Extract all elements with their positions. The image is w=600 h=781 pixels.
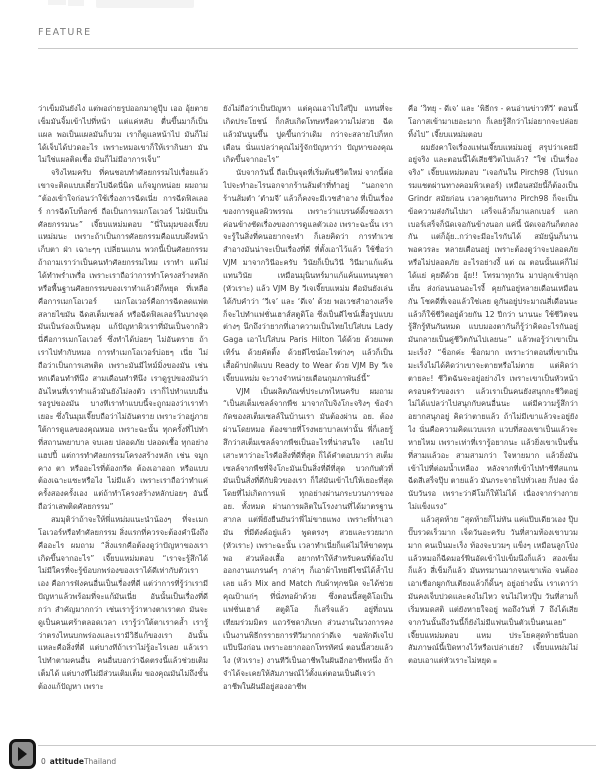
- article-paragraph: สมมุติว่าถ้าจะให้พี่แหม่มแนะนำน้องๆ ที่จะเมกโอเวอร์หรือทำศัลยกรรม สิ่งแรกที่ควรจะต้องคำนึงถึงคืออะไร ผมถาม “สิ่งแรกคือต้องดูว่าปัญหาของเราเกิดขึ้นจากอะไร” เจี๊ยบแหม่มตอบ “เราจะรู้สึกได้ ไม่มีใครที่จะรู้ข้อบกพร่องของเราได้ดีเท่ากับตัวเราเอง คือการฟังคนอื่นเป็นเรื่องที่ดี แต่ว่าการที่รู้ว่าเรามีปัญหาแล้วพร้อมที่จะแก้มันเนี่ย อันนั้นเป็นเรื่องที่ดีกว่า สำคัญมากกว่า เช่นเรารู้ว่าหางตาเราตก มันจะดูเป็นคนเศร้าตลอดเวลา เรารู้ว่าใต้ตาเราคล้ำ เรารู้ว่าตรงไหนบกพร่องและเรามีวิธีแก้ของเรา อันนั้นแหละคือสิ่งที่ดี แต่บางทีถ้าเราไม่รู้อะไรเลย แล้วเราไปทำตามคนอื่น คนอื่นบอกว่าฉีดตรงนี้แล้วช่วยเติมเต็มได้ แต่บางทีไม่มีส่วนเติมเต็ม ของคุณมันไม่ถึงขั้นต้องแก้ปัญหา เพราะ: [38, 515, 208, 691]
- article-paragraph: จริงไหมครับ ที่คนชอบทำศัลยกรรมไปเรื่อยแล้วเขาจะติดแบบเดี๋ยวไปฉีดนี่นิด แก้จมูกหน่อย ผมถาม “ต้องเข้าใจก่อนว่าใช้เรื่องการฉีดเนี่ย การฉีดฟิลเลอร์ การฉีดโบท็อกซ์ ถือเป็นการเมกโอเวอร์ ไม่นับเป็นศัลยกรรมนะ” เจี๊ยบแหม่มตอบ “นี่ในมุมของเจี๊ยบแหม่มนะ เพราะถ้าเป็นการศัลยกรรมคือแบบดึงหน้า เก็บตา ฝ่า เฉาะๆๆ เปลี่ยนแกน พวกนี้เป็นศัลยกรรม ถ้าถามเราว่าเป็นคนทำศัลยกรรมไหม เราทำ แต่ไม่ได้ทำพร่ำเพรื่อ เพราะเราถือว่าการทำโครงสร้างหลักหรือพื้นฐานศัลยกรรมของเราทำแล้วดีก็หยุด ที่เหลือคือการเมกโอเวอร์ เมกโอเวอร์คือการฉีดลดแฟต สลายไขมัน ฉีดสเต็มเซลล์ หรือฉีดฟิลเลอร์ในบางจุด มันเป็นร่องเป็นหลุม แก้ปัญหาผิวเราที่มันเป็นจากสิว นี่คือการเมกโอเวอร์ ซึ่งทำได้บ่อยๆ ไม่อันตราย ถ้าเราไปทำกับหมอ การทำเมกโอเวอร์บ่อยๆ เนี่ย ไม่ถือว่าเป็นการเสพติด เพราะมันมีไทม์มิ่งของมัน เช่น หกเดือนทำทีนึง สามเดือนทำทีนึง เราดูรูปของมันว่าอันไหนที่เราทำแล้วมันยังไม่ลงตัว เราก็ไปทำแบบอื่น รอรูปของมัน บางทีเราทำแบบนี้จะถูกมองว่าเราทำเยอะ ซึ่งในมุมเจี๊ยบถือว่าไม่อันตราย เพราะว่าอยู่ภายใต้การดูแลของคุณหมอ เพราะฉะนั้น ทุกครั้งที่ไปทำที่สถานพยาบาล จบเลย ปลอดภัย ปลอดเชื้อ ทุกอย่างแฮปปี้ แต่การทำศัลยกรรมโครงสร้างหลัก เช่น จมูก คาง ตา หรืออะไรที่ต้องกรีด ต้องเอาออก หรือแบบต้องเฉาะแซะหรือไง ไม่มีแล้ว เพราะเราถือว่าทำแค่ครั้งสองครั้งเอง แต่ถ้าทำโครงสร้างหลักบ่อยๆ อันนี้ถือว่าเสพติดศัลยกรรม”: [38, 168, 208, 512]
- section-label: FEATURE: [38, 27, 92, 38]
- article-paragraph: ผมยังคาใจเรื่องแฟนเจี๊ยบแหม่มอยู่ สรุปว่าเคยมีอยู่จริง และตอนนี้ได้เสียชีวิตไปแล้ว? “ใช่ เป็นเรื่องจริง” เจี๊ยบแหม่มตอบ “เจอกันใน Pirch98 (โปรแกรมแชตผ่านทางคอมพิวเตอร์) เหมือนสมัยนี้ก็ต้องเป็น Grindr สมัยก่อน เวลาคุยกันทาง Pirch98 ก็จะเป็นข้อความส่งกันไปมา เสร็จแล้วก็มาแลกเบอร์ แลกเบอร์เสร็จก็นัดเจอกันข้างนอก แค่นี้ นัดเจอกันก็ตกลงกัน แต่ก็อุ้ย..กว่าจะมีอะไรกันได้ สมัยนู้นก็นานพอควรละ หลายเดือนอยู่ เพราะต้องดูว่าจะปลอดภัยหรือไม่ปลอดภัย อะไรอย่างงี้ แต่ ณ ตอนนั้นแค่ก็ไม่ได้แย่ คุยดีด้วย อุ้ย!! โทรมาทุกวัน มาปลุกเช้าปลุกเย็น ส่งก่อนนอนอะไรงี้ คุยกันอยู่หลายเดือนเหมือนกัน โชคดีที่เจอแล้วใช่เลย ดูกันอยู่ประมาณสี่เดือนนะ แล้วก็ใช้ชีวิตอยู่ด้วยกัน 12 ปีกว่า นานนะ ใช้ชีวิตจนรู้สึกรู้ทันกันหมด แบบมองตากันก็รู้ว่าคิดอะไรกันอยู่ มันกลายเป็นคู่ชีวิตกันไปเลยนะ” แล้วพอรู้ว่าเขาเป็นมะเร็ง? “ช็อกค่ะ ช็อกมาก เพราะว่าตอนที่เขาเป็นมะเร็งไม่ได้คิดว่าเขาจะตายหรือไม่ตาย แต่คิดว่า ตายละ! ชีวิตฉันจะอยู่อย่างไร เพราะเขาเป็นหัวหน้าครอบครัวของเรา แล้วเราเป็นคนยังสนุกกะชีวิตอยู่ ไม่ได้แปลว่าไปสนุกกับคนอื่นนะ แต่มีความรู้สึกว่าอยากสนุกอยู่ คิดว่าตายแล้ว ถ้าไม่มีเขาแล้วจะอยู่ยังไง นั่นคือความคิดแวบแรก แวบที่สองเขาเป็นแล้วจะหายไหม เพราะเท่าที่เรารู้อยากนะ แล้วยิ่งเขาเป็นขั้นที่สามแล้วอะ สามสามกว่า ใจหายมาก แล้วยิ่งมันเข้าไปที่ต่อมน้ำเหลือง หลังจากที่เข้าไปทำซีทีสแกน ฉีดสีเสร็จปุ๊บ ตายแล้ว มันกระจายไปทั่วเลย ก็ปลง นั่งนับวันรอ เพราะว่าคีโมก็ให้ไม่ได้ เนื่องจากร่างกายไม่แข็งแรง”: [408, 142, 578, 512]
- article-column-3: [408, 103, 578, 745]
- page-number: 0: [41, 757, 46, 766]
- article-body: [38, 103, 578, 745]
- article-column-1: [38, 103, 208, 745]
- footer-rule: [38, 745, 596, 746]
- article-paragraph: นับจากวันนี้ ถือเป็นจุดที่เริ่มต้นชีวิตใหม่ จากนี้ต่อไปจะทำอะไรนอกจากร้านส้มตำที่ทำอยู่ “นอกจากร้านส้มตำ ‘ตำมจี’ แล้วก็คงจะมีเวชสำอาง ที่เป็นเรื่องของการดูแลผิวพรรณ เพราะว่าแบรนด์ดิ้งของเราค่อนข้างชัดเรื่องของการดูแลตัวเอง เพราะฉะนั้น เราจะรู้ในสิ่งที่คนอยากจะทำ ก็เลยคิดว่า การทำเวชสำอางมันน่าจะเป็นเรื่องที่ดี ที่ตั้งเอาไว้แล้ว ใช้ชื่อว่า VJM มาจากวินีอะครับ วินัยก็เป็นวินี วินีมาแก้แค้นแทนวินัย เหมือนมุนินทร์มาแก้แค้นแทนนุชดา (หัวเราะ) แล้ว VJM By วีเจเจี๊ยบแหม่ม คือมันยังเล่นได้กับคำว่า ‘วีเจ’ และ ‘ดีเจ’ ด้วย พอเวชสำอางเสร็จก็จะไปทำแฟชั่นเฮาส์สตูดิโอ ซึ่งเป็นดีไซน์เสื้อรูปแบบต่างๆ นึกถึงว่ายากที่เอาความเป็นไทยไปใส่บน Lady Gaga เอาไปใส่บน Paris Hilton ได้ด้วย ด้วยแพตเทิร์น ด้วยคัตติ้ง ด้วยดีไซน์อะไรต่างๆ แล้วก็เป็นเสื้อผ้าปกติแบบ Ready to Wear ด้วย VJM By วีเจเจี๊ยบแหม่ม จะวางจำหน่ายเดือนกุมภาพันธ์นี้”: [223, 168, 393, 383]
- scan-artifact: [48, 0, 66, 5]
- play-triangle-icon: [18, 747, 27, 761]
- magazine-brand-bold: attitude: [49, 757, 84, 766]
- scan-artifact: [96, 0, 194, 8]
- article-column-2: [223, 103, 393, 745]
- header-rule: [38, 48, 578, 49]
- article-paragraph: ว่าเข็มมันยังไง แต่พอถ่ายรูปออกมาดูปุ๊บ เออ อุ้ยตาย เข็มมันจิ้มเข้าไปที่หน้า แต่แค่หลับ ตื่นขึ้นมาก็เป็นแผล พอเป็นแผลมันก็บวม เราก็ดูแลหน้าไป มันก็ไม่ได้เจ็บได้ปวดอะไร เพราะหมอเขาก็ให้เรากินยา มันไม่ใช่แผลติดเชื้อ มันก็ไม่มีอาการเจ็บ”: [38, 104, 208, 165]
- article-paragraph: VJM เป็นผลิตภัณฑ์ประเภทไหนครับ ผมถาม “เป็นสเต็มเซลล์จากพืช มาจากใบจิงโกะจริงๆ ข้อจำกัดของสเต็มเซลล์ในบ้านเรา มันต้องผ่าน อย. ต้องผ่านโดยหมอ ต้องขายที่โรงพยาบาลเท่านั้น พี่ก็เลยรู้สึกว่าสเต็มเซลล์จากพืชเป็นอะไรที่น่าสนใจ เลยไปเสาะหาว่าอะไรคือสิ่งที่ดีที่สุด ก็ได้คำตอบมาว่า สเต็มเซลล์จากพืชที่จิงโกะมันเป็นสิ่งที่ดีที่สุด บวกกับตัวที่มันเป็นสิ่งที่ดีกับผิวของเรา ก็ใส่มันเข้าไปให้เยอะที่สุด โดยที่ไม่เกิดการแพ้ ทุกอย่างผ่านกระบวนการของ อย. ทั้งหมด ผ่านการผลิตในโรงงานที่ได้มาตรฐานสากล แต่พี่ยังยืนยันว่าพี่ไม่ขายแพง เพราะพี่ทำเอามัน ที่มีตังค์อยู่แล้ว พูดตรงๆ สวยและรวยมาก (หัวเราะ) เพราะฉะนั้น เวลาทำเนี่ยก็แค่ไม่ให้ขาดทุนพอ ส่วนห้องเสื้อ อยากทำให้สำหรับคนที่ต้องไปออกงานแกรนด์ๆ กาล่าๆ ก็เอาผ้าไทยดีไซน์ได้ล้ำไปเลย แล้ว Mix and Match กับผ้าทุกชนิด จะได้ช่วยคุณป้าแก่ๆ ที่นั่งทอผ้าด้วย ซึ่งตอนนี้สตูดิโอเป็นแฟชั่นเฮาส์ สตูดิโอ ก็เสร็จแล้ว อยู่ที่ถนนเทียมร่วมมิตร แถวรัชดาภิเษก ส่วนงานในวงการคงเป็นงานพิธีกรรายการทีวีมากกว่าดีเจ ขอพักดีเจไปแป๊บนึงก่อน เพราะอยากออกโทรทัศน์ ตอนนี้สวยแล้วไง (หัวเราะ) งานทีวีเป็นอาชีพในฝันอีกอาชีพหนึ่ง ถ้าจำได้จะเคยให้สัมภาษณ์ไว้ตั้งแต่ตอนเป็นดีเจว่า อาชีพในฝันมีอยู่สองอาชีพ: [223, 386, 393, 691]
- article-paragraph: คือ ‘วิทยุ - ดีเจ’ และ ‘พิธีกร - คนอ่านข่าวทีวี’ ตอนนี้โอกาสเข้ามาเยอะมาก ก็เลยรู้สึกว่าไม่อยากจะปล่อยทิ้งไป” เจี๊ยบแหม่มตอบ: [408, 104, 578, 139]
- scan-artifact: [68, 0, 84, 6]
- end-mark: ▪: [491, 658, 498, 666]
- magazine-brand-regular: Thailand: [83, 757, 117, 766]
- play-logo-icon: [9, 739, 36, 769]
- footer: [41, 757, 116, 766]
- article-paragraph: แล้วสุดท้าย “สุดท้ายก็ไม่ทัน แค่แป๊บเดียวเอง ปุ๊บปั๊บรวดเร็วมาก เจ็ดวันอะครับ วันที่สามท้องเขาบวมมาก คนเป็นมะเร็ง ท้องจะบวมๆ แข็งๆ เหมือนลูกโป่ง แล้วหมอก็ฉีดมอร์ฟีนอัดเข้าไปเข็มนึงก็แล้ว สองเข็มก็แล้ว สี่เข็มก็แล้ว มันทรมานมากจนเขาเพ้อ จนต้องเอาเชือกผูกกับเตียงแล้วก็ดิ้นๆ อยู่อย่างนั้น เราเดาว่ามันคงเจ็บปวดและคงไม่ไหว จนไม่ไหวปุ๊บ วันที่สามก็เริ่มหมดสติ แต่ยังหายใจอยู่ พอถึงวันที่ 7 ถึงได้เสีย จากวันนั้นถึงวันนี้ก็ยังไม่มีแฟนเป็นตัวเป็นตนเลย” เจี๊ยบแหม่มตอบ แหม ประโยคสุดท้ายนี่บอกสัมภาษณ์นี้เปิดทางไว้หรือเปล่าเฮ่ย? เจี๊ยบแหม่มไม่ตอบเอาแต่หัวเราะไม่หยุด ▪: [408, 515, 578, 666]
- article-paragraph: ยังไม่ถือว่าเป็นปัญหา แต่คุณเอาไปใส่ปุ๊บ แทนที่จะเกิดประโยชน์ ก็กลับเกิดโทษหรือความไม่สวย ฉีดแล้วมันนูนขึ้น ปูดขึ้นกว่าเดิม กว่าจะสลายไปก็หกเดือน นั่นแปลว่าคุณไม่รู้จักปัญหาว่า ปัญหาของคุณเกิดขึ้นจากอะไร”: [223, 104, 393, 165]
